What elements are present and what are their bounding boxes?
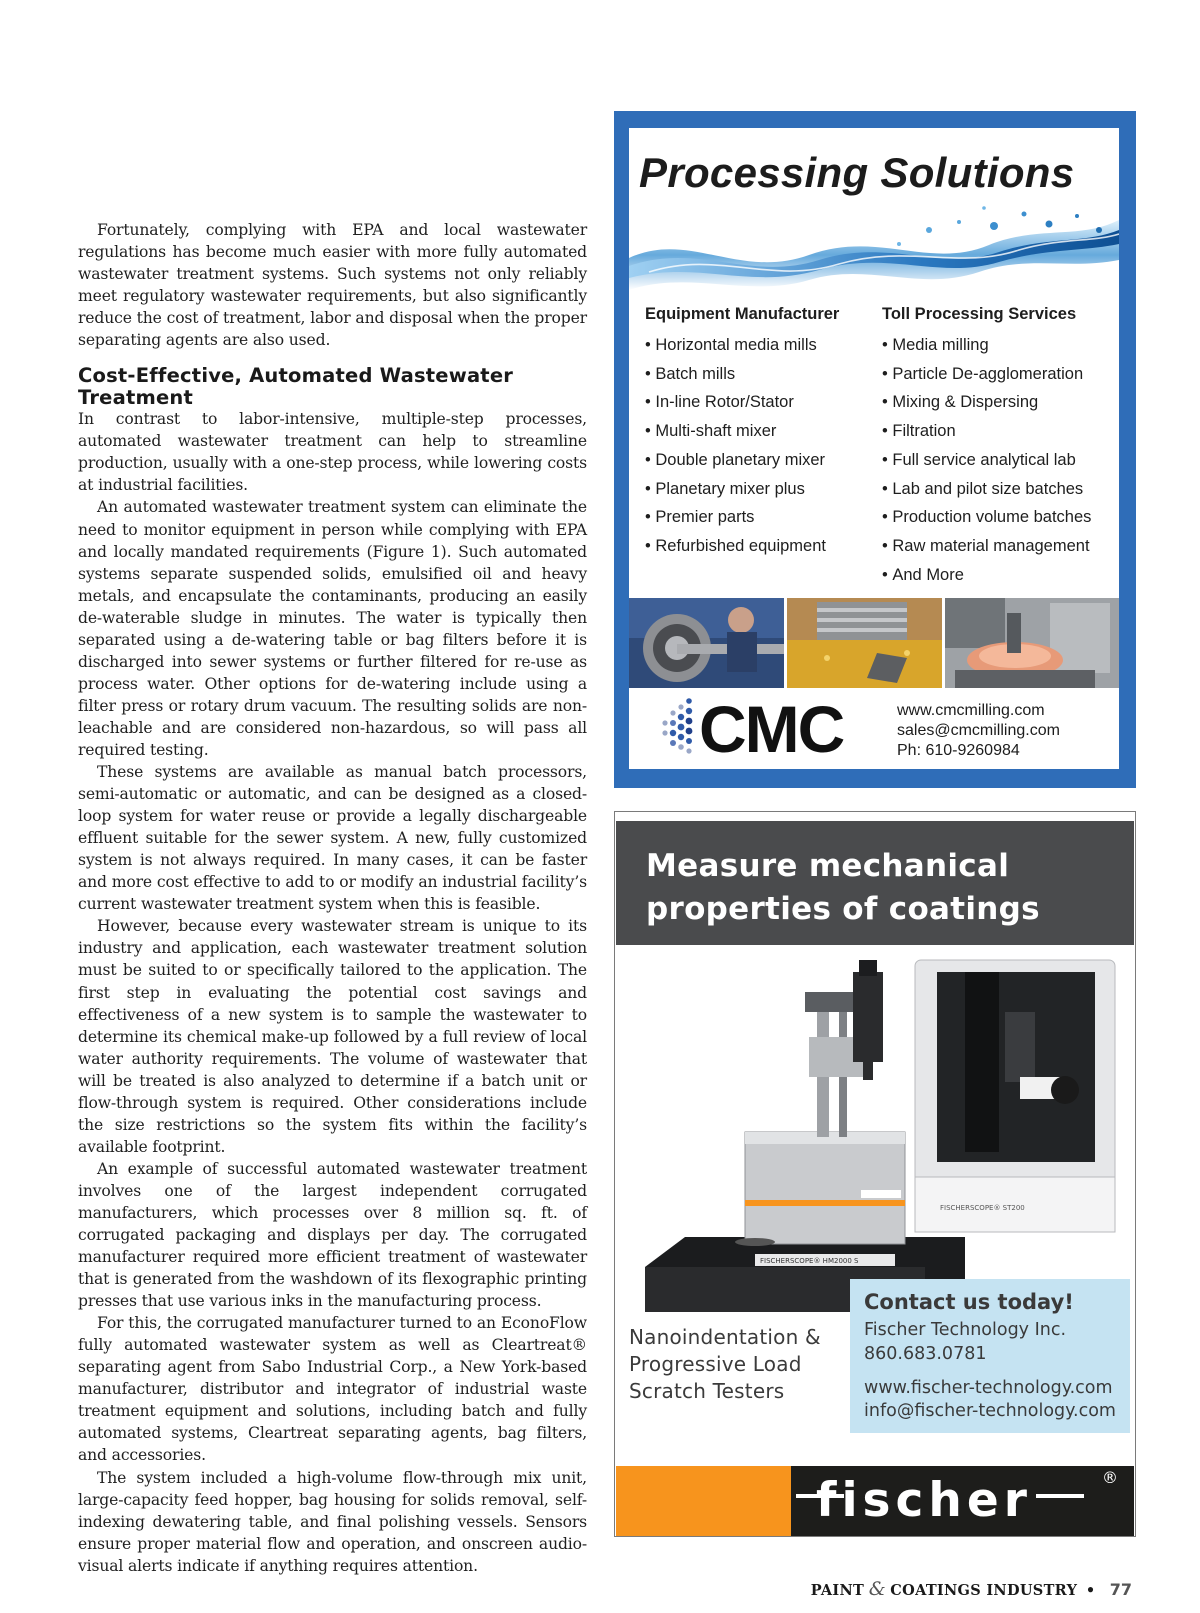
st200-label: FISCHERSCOPE® ST200	[940, 1204, 1025, 1212]
list-item: • Particle De-agglomeration	[882, 360, 1119, 389]
fischer-headline-line: Measure mechanical	[646, 848, 1010, 884]
product-line: Scratch Testers	[629, 1379, 785, 1403]
list-item: • Raw material management	[882, 532, 1119, 561]
fischer-logo: fischer	[816, 1473, 1032, 1528]
list-item: • Horizontal media mills	[645, 331, 877, 360]
toll-processing-heading: Toll Processing Services	[882, 305, 1077, 323]
list-item: • Refurbished equipment	[645, 532, 877, 561]
water-wave-image	[629, 200, 1119, 308]
registered-mark: ®	[1102, 1468, 1118, 1487]
cmc-website-link[interactable]: www.cmcmilling.com	[897, 702, 1045, 719]
list-item: • Lab and pilot size batches	[882, 475, 1119, 504]
toll-processing-list	[882, 331, 1119, 589]
equipment-photo-strip	[629, 598, 1119, 688]
footer-bullet: •	[1085, 1582, 1096, 1599]
article-paragraph: An example of successful automated wastewater treatment involves one of the largest independent corrugated manufacturers, which processes over 8 million sq. ft. of corrugated packaging and displays per day. The corrugated manufacturer required more efficient treatment of wastewater that is generated from the washdown of its flexographic printing presses that use various inks in the manufacturing process.	[78, 1159, 587, 1311]
article-paragraph: The system included a high-volume flow-through mix unit, large-capacity feed hopper, bag housing for solids removal, self-indexing dewatering table, and final polishing vessels. Sensors ensure proper material flow and operation, and onscreen audio-visual alerts indicate if anything requires attention.	[78, 1468, 587, 1575]
article-column	[78, 219, 587, 1577]
toll-processing-column	[882, 303, 1119, 589]
article-paragraph: In contrast to labor-intensive, multiple-step processes, automated wastewater treatment can help to streamline production, usually with a one-step process, while lowering costs at industrial facilities.	[78, 410, 587, 495]
product-line: Nanoindentation &	[629, 1325, 821, 1349]
list-item: • Multi-shaft mixer	[645, 417, 877, 446]
cmc-logo-wordmark: CMC	[699, 696, 844, 760]
equipment-list	[645, 331, 877, 561]
list-item: • Production volume batches	[882, 503, 1119, 532]
section-heading: Cost-Effective, Automated Wastewater Treatment	[78, 364, 514, 409]
page-number: 77	[1109, 1580, 1132, 1599]
publication-name: COATINGS INDUSTRY	[890, 1582, 1078, 1599]
contact-cta: Contact us today!	[864, 1290, 1074, 1314]
cmc-logo	[659, 696, 879, 760]
article-paragraph: For this, the corrugated manufacturer turned to an EconoFlow fully automated wastewater system as well as Cleartreat® separating agent from Sabo Industrial Corp., a New York-based manufacturer, distributor and integrator of industrial waste treatment equipment and solutions, including batch and fully automated systems, Cleartreat separating agents, bag filters, and accessories.	[78, 1314, 587, 1465]
fischer-headline-banner	[616, 821, 1134, 945]
cmc-ad-panel	[629, 128, 1119, 769]
list-item: • Double planetary mixer	[645, 446, 877, 475]
equipment-heading: Equipment Manufacturer	[645, 305, 840, 323]
list-item: • Media milling	[882, 331, 1119, 360]
company-name: Fischer Technology Inc.	[864, 1320, 1067, 1340]
list-item: • Premier parts	[645, 503, 877, 532]
mixer-photo	[945, 598, 1119, 688]
fischer-website-link[interactable]: www.fischer-technology.com	[864, 1378, 1113, 1398]
fischer-headline	[646, 845, 1040, 931]
batch-mill-photo	[787, 598, 942, 688]
fischer-advertisement[interactable]	[614, 811, 1136, 1537]
fischer-logo-bar	[616, 1466, 1134, 1536]
fischer-product-lines	[629, 1324, 821, 1405]
mill-photo	[629, 598, 784, 688]
hm2000-label: FISCHERSCOPE® HM2000 S	[760, 1257, 859, 1265]
cmc-email-link[interactable]: sales@cmcmilling.com	[897, 722, 1060, 739]
article-paragraph: An automated wastewater treatment system can eliminate the need to monitor equipment in person while complying with EPA and locally mandated requirements (Figure 1). Such automated systems separate suspended solids, emulsified oil and heavy metals, and encapsulate the contaminants, producing an easily de-waterable sludge in minutes. The water is typically then separated using a de-watering table or bag filters before it is discharged into sewer systems or further filtered for re-use as process water. Other options for de-watering include using a filter press or rotary drum vacuum. The resulting solids are non-leachable and are considered non-hazardous, so will pass all required testing.	[78, 498, 587, 759]
list-item: • Filtration	[882, 417, 1119, 446]
list-item: • In-line Rotor/Stator	[645, 388, 877, 417]
cmc-contact-block	[897, 701, 1060, 761]
list-item: • Planetary mixer plus	[645, 475, 877, 504]
cmc-ad-title: Processing Solutions	[639, 149, 1075, 196]
list-item: • Full service analytical lab	[882, 446, 1119, 475]
cmc-advertisement[interactable]	[614, 111, 1136, 788]
list-item: • Mixing & Dispersing	[882, 388, 1119, 417]
fischer-contact-box	[850, 1279, 1130, 1433]
publication-name: PAINT	[810, 1582, 865, 1599]
list-item: • Batch mills	[645, 360, 877, 389]
fischer-headline-line: properties of coatings	[646, 891, 1040, 927]
list-item: • And More	[882, 561, 1119, 590]
orange-block	[616, 1466, 791, 1536]
equipment-column	[645, 303, 877, 561]
article-paragraph: These systems are available as manual batch processors, semi-automatic or automatic, and can be designed as a closed-loop system for water reuse or provide a legally dischargeable effluent suitable for the sewer system. A new, fully customized system is not always required. In many cases, it can be faster and more cost effective to add to or modify an industrial facility’s current wastewater treatment system when this is feasible.	[78, 763, 587, 914]
cmc-phone: Ph: 610-9260984	[897, 742, 1020, 759]
article-paragraph: Fortunately, complying with EPA and local wastewater regulations has become much easier with more fully automated wastewater treatment systems. Such systems not only reliably meet regulatory wastewater requirements, but also significantly reduce the cost of treatment, labor and disposal when the proper separating agents are also used.	[78, 221, 587, 350]
fischer-phone: 860.683.0781	[864, 1344, 987, 1364]
product-line: Progressive Load	[629, 1352, 802, 1376]
testing-instruments-image	[625, 952, 1125, 1322]
article-paragraph: However, because every wastewater stream is unique to its industry and application, each wastewater treatment solution must be suited to or specifically tailored to the application. The first step in evaluating the potential cost savings and effectiveness of a new system is to sample the wastewater to determine its chemical make-up followed by a full review of local water authority requirements. The volume of wastewater that will be treated is also analyzed to determine if a batch unit or flow-through system is required. Other considerations include the size restrictions so the system fits within the facility’s available footprint.	[78, 917, 587, 1156]
fischer-email-link[interactable]: info@fischer-technology.com	[864, 1401, 1116, 1421]
page-footer	[811, 1578, 1132, 1600]
publication-ampersand: &	[868, 1578, 886, 1600]
